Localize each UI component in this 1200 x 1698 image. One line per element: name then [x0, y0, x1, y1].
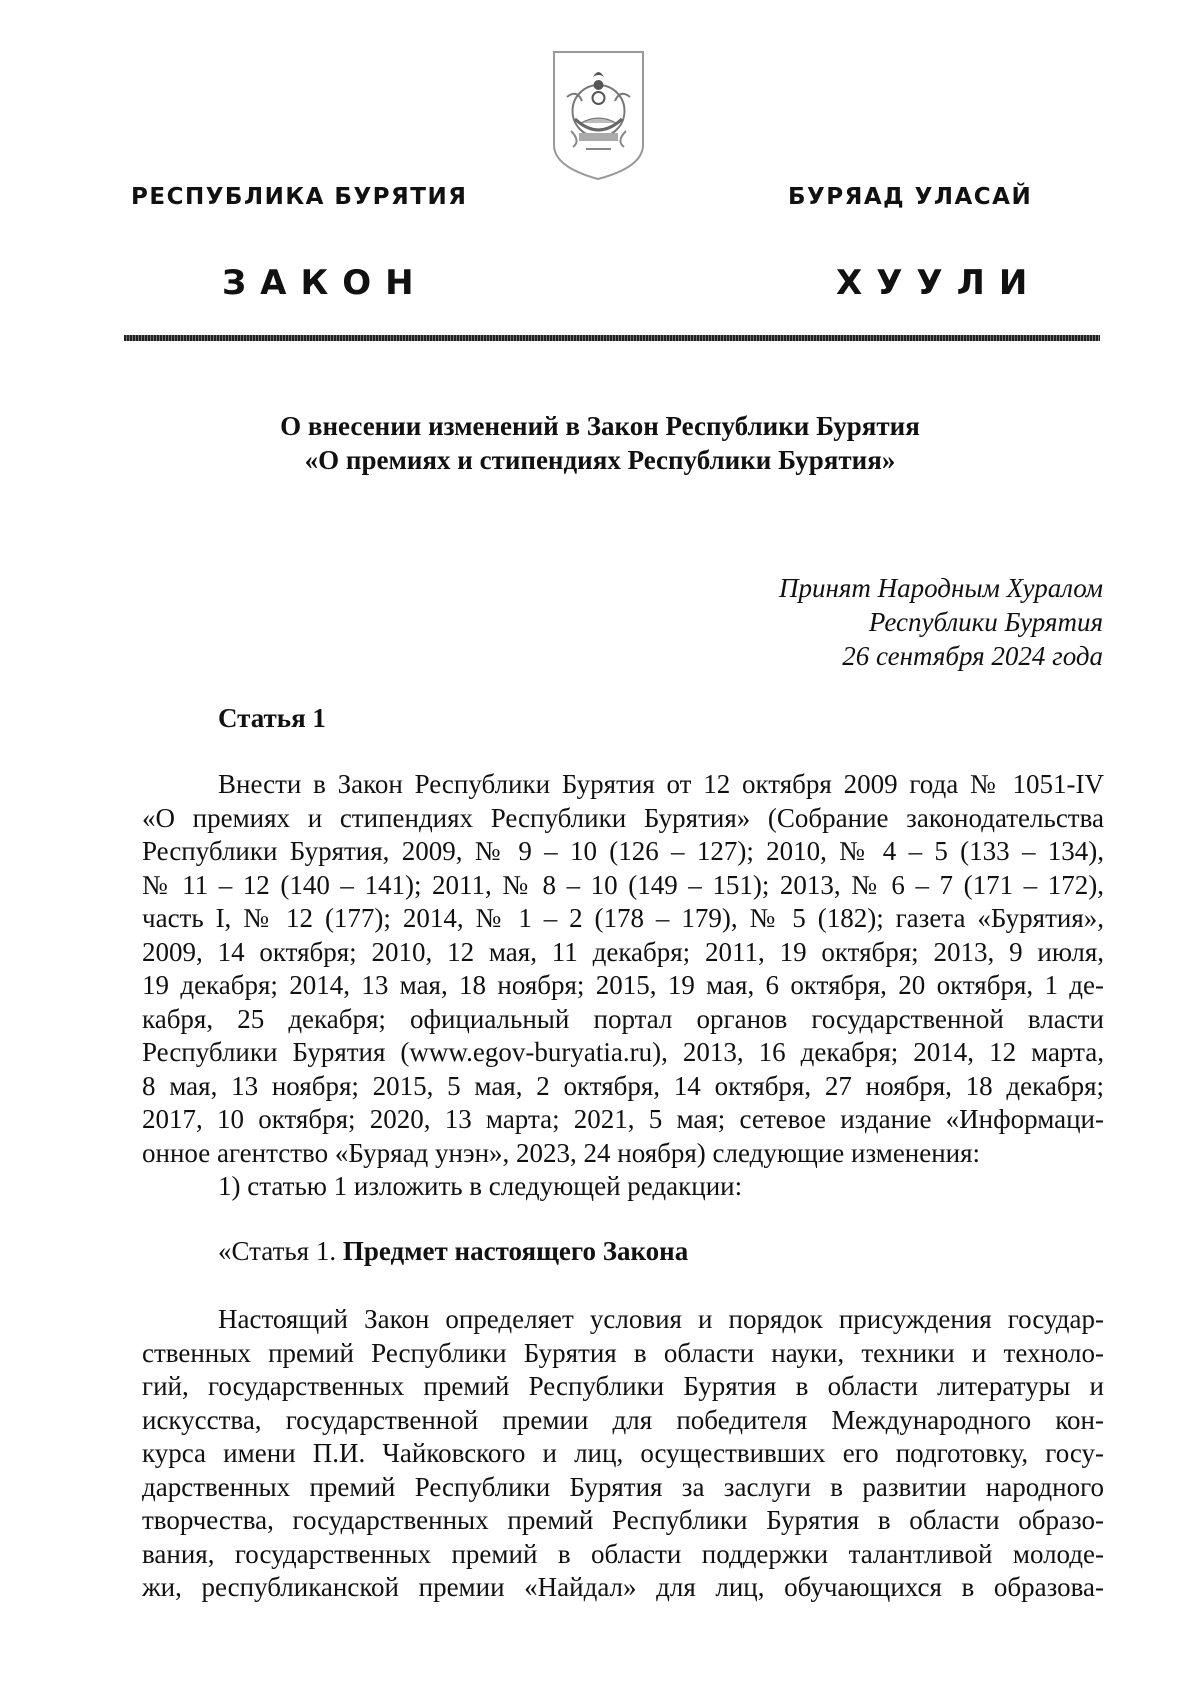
paragraph-line: онное агентство «Буряад унэн», 2023, 24 ноября) следующие изменения:: [142, 1137, 981, 1168]
law-label-russian: ЗАКОН: [222, 263, 428, 303]
law-title-line: О внесении изменений в Закон Республики Бурятия: [280, 411, 920, 441]
paragraph-line: ственных премий Республики Бурятия в области науки, техники и техноло-: [142, 1337, 1104, 1368]
adoption-date: 26 сентября 2024 года: [842, 641, 1103, 671]
paragraph-line: Внести в Закон Республики Бурятия от 12 октября 2009 года № 1051-IV: [218, 769, 1104, 799]
adoption-note-line: Республики Бурятия: [868, 607, 1103, 637]
paragraph-line: жи, республиканской премии «Найдал» для лиц, обучающихся в образова-: [142, 1572, 1104, 1602]
law-label-buryat: ХУУЛИ: [836, 263, 1042, 303]
law-title: [100, 409, 1100, 477]
paragraph-line: гий, государственных премий Республики Бурятия в области литературы и: [142, 1371, 1104, 1401]
paragraph-line: Республики Бурятия (www.egov-buryatia.ru), 2013, 16 декабря; 2014, 12 марта,: [142, 1037, 1104, 1067]
paragraph-line: 2009, 14 октября; 2010, 12 мая, 11 декабря; 2011, 19 октября; 2013, 9 июля,: [142, 936, 1104, 967]
paragraph-line: курса имени П.И. Чайковского и лиц, осуществивших его подготовку, госу-: [142, 1438, 1104, 1468]
article-paragraph: [142, 768, 1104, 1170]
paragraph-line: дарственных премий Республики Бурятия за заслуги в развитии народного: [142, 1471, 1104, 1502]
quoted-article-paragraph: [142, 1303, 1104, 1605]
paragraph-line: кабря, 25 декабря; официальный портал органов государственной власти: [142, 1003, 1104, 1034]
adoption-note: [779, 571, 1103, 673]
paragraph-line: № 11 – 12 (140 – 141); 2011, № 8 – 10 (149 – 151); 2013, № 6 – 7 (171 – 172),: [142, 869, 1104, 900]
law-title-line: «О премиях и стипендиях Республики Бурятия»: [304, 445, 896, 475]
amendment-item: 1) статью 1 изложить в следующей редакции:: [218, 1171, 743, 1201]
quoted-article-prefix: «Статья 1.: [218, 1236, 343, 1266]
paragraph-line: Республики Бурятия, 2009, № 9 – 10 (126 – 127); 2010, № 4 – 5 (133 – 134),: [142, 836, 1104, 866]
quoted-article-title: Предмет настоящего Закона: [342, 1236, 689, 1266]
republic-name-buryat: БУРЯАД УЛАСАЙ: [788, 184, 1033, 210]
header-divider: [124, 335, 1100, 341]
paragraph-line: творчества, государственных премий Республики Бурятия в области образо-: [142, 1505, 1104, 1535]
paragraph-line: искусства, государственной премии для победителя Международного кон-: [142, 1404, 1104, 1435]
coat-of-arms-emblem: [551, 49, 646, 182]
paragraph-line: «О премиях и стипендиях Республики Бурятия» (Собрание законодательства: [142, 802, 1104, 833]
republic-name-russian: РЕСПУБЛИКА БУРЯТИЯ: [131, 184, 468, 210]
paragraph-line: часть I, № 12 (177); 2014, № 1 – 2 (178 – 179), № 5 (182); газета «Бурятия»,: [142, 903, 1104, 933]
adoption-note-line: Принят Народным Хуралом: [778, 573, 1103, 603]
article-heading: Статья 1: [218, 703, 326, 733]
quoted-article-heading: [218, 1236, 688, 1267]
paragraph-line: 2017, 10 октября; 2020, 13 марта; 2021, 5 мая; сетевое издание «Информаци-: [142, 1104, 1104, 1134]
paragraph-line: 8 мая, 13 ноября; 2015, 5 мая, 2 октября, 14 октября, 27 ноября, 18 декабря;: [142, 1070, 1104, 1101]
paragraph-line: 19 декабря; 2014, 13 мая, 18 ноября; 2015, 19 мая, 6 октября, 20 октября, 1 де-: [142, 970, 1104, 1000]
paragraph-line: вания, государственных премий в области поддержки талантливой молоде-: [142, 1538, 1104, 1569]
paragraph-line: Настоящий Закон определяет условия и порядок присуждения государ-: [218, 1304, 1104, 1334]
